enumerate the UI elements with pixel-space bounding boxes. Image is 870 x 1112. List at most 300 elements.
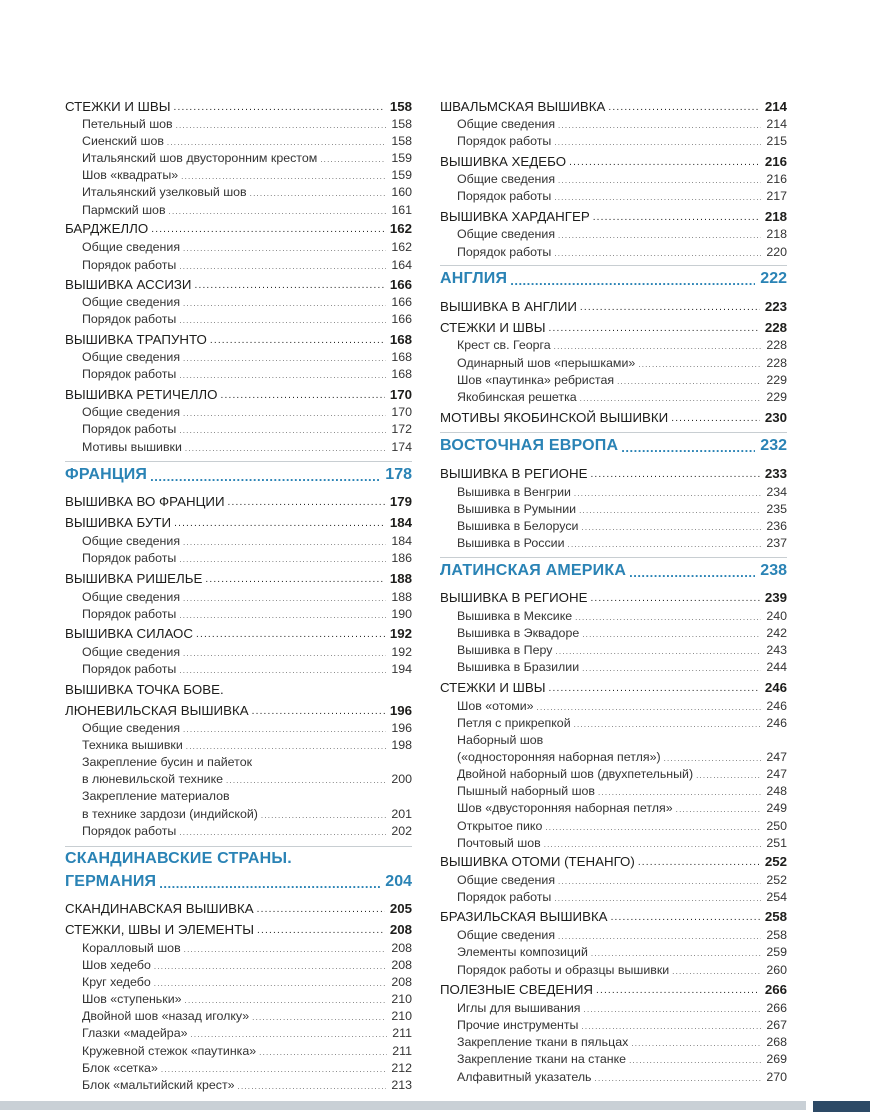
- toc-section: [440, 267, 787, 287]
- toc-entry: [65, 956, 412, 971]
- toc-leader-dots: [190, 1031, 387, 1039]
- toc-title: Двойной наборный шов (двухпетельный): [457, 766, 694, 781]
- toc-title: Порядок работы и образцы вышивки: [457, 962, 670, 977]
- toc-entry: [65, 532, 412, 547]
- toc-page-number: 208: [391, 974, 412, 989]
- toc-heading: [440, 980, 787, 996]
- toc-leader-dots: [154, 963, 386, 971]
- toc-title: Порядок работы: [457, 188, 552, 203]
- toc-leader-dots: [250, 190, 387, 198]
- toc-leader-dots: [537, 704, 762, 712]
- toc-entry: [440, 748, 787, 763]
- toc-title: Алфавитный указатель: [457, 1069, 592, 1084]
- toc-page-number: 168: [391, 366, 412, 381]
- toc-title: Наборный шов: [457, 732, 544, 747]
- toc-title: БРАЗИЛЬСКАЯ ВЫШИВКА: [440, 908, 608, 924]
- toc-leader-dots: [195, 281, 385, 291]
- toc-title: Сиенский шов: [82, 133, 164, 148]
- toc-leader-dots: [179, 372, 386, 380]
- toc-page-number: 218: [766, 226, 787, 241]
- toc-page-number: 249: [766, 800, 787, 815]
- toc-page-number: 170: [389, 386, 412, 402]
- toc-page-number: 201: [391, 806, 412, 821]
- toc-title: Общие сведения: [457, 226, 556, 241]
- toc-page-number: 270: [766, 1069, 787, 1084]
- toc-page-number: 204: [385, 873, 412, 890]
- toc-entry: [65, 588, 412, 603]
- toc-page-number: 166: [391, 294, 412, 309]
- toc-heading: [440, 588, 787, 604]
- toc-leader-dots: [228, 498, 385, 508]
- section-divider: [440, 432, 787, 433]
- toc-page-number: 179: [389, 493, 412, 509]
- toc-title: Вышивка в Румынии: [457, 501, 577, 516]
- toc-entry: [65, 149, 412, 164]
- toc-entry: [440, 1050, 787, 1065]
- toc-leader-dots: [179, 612, 386, 620]
- toc-title: Шов «отоми»: [457, 698, 534, 713]
- toc-page-number: 244: [766, 659, 787, 674]
- toc-page-number: 202: [391, 823, 412, 838]
- toc-leader-dots: [510, 274, 755, 287]
- toc-page-number: 248: [766, 783, 787, 798]
- toc-page-number: 208: [389, 921, 412, 937]
- toc-leader-dots: [676, 806, 762, 814]
- toc-title: ВЫШИВКА РИШЕЛЬЕ: [65, 570, 203, 586]
- toc-entry: [65, 605, 412, 620]
- toc-title: Общие сведения: [457, 927, 556, 942]
- toc-page-number: 234: [766, 484, 787, 499]
- toc-title: Порядок работы: [82, 661, 177, 676]
- toc-title: Вышивка в Белоруси: [457, 518, 579, 533]
- toc-title: Общие сведения: [82, 294, 181, 309]
- toc-leader-dots: [591, 950, 761, 958]
- toc-entry: [440, 943, 787, 958]
- toc-entry: [440, 1033, 787, 1048]
- toc-page-number: 168: [389, 331, 412, 347]
- toc-leader-dots: [167, 139, 386, 147]
- toc-page-number: 260: [766, 962, 787, 977]
- toc-entry: [65, 438, 412, 453]
- toc-heading: [440, 207, 787, 223]
- toc-leader-dots: [590, 470, 759, 480]
- toc-page-number: 237: [766, 535, 787, 550]
- toc-entry: [65, 939, 412, 954]
- toc-leader-dots: [154, 980, 387, 988]
- toc-entry: [65, 166, 412, 181]
- toc-leader-dots: [611, 913, 760, 923]
- toc-heading: [440, 297, 787, 313]
- toc-heading: [65, 275, 412, 291]
- section-divider: [440, 557, 787, 558]
- toc-page-number: 161: [391, 202, 412, 217]
- toc-leader-dots: [185, 445, 386, 453]
- toc-leader-dots: [595, 1075, 762, 1083]
- toc-page-number: 166: [391, 311, 412, 326]
- toc-page-number: 174: [391, 439, 412, 454]
- toc-heading: [65, 97, 412, 113]
- toc-entry: [65, 256, 412, 271]
- toc-leader-dots: [261, 812, 386, 820]
- toc-entry: [440, 799, 787, 814]
- toc-leader-dots: [183, 355, 386, 363]
- toc-section: [65, 463, 412, 483]
- toc-page-number: 166: [389, 276, 412, 292]
- toc-leader-dots: [150, 470, 380, 483]
- toc-title: ВЫШИВКА ТРАПУНТО: [65, 331, 207, 347]
- toc-page-number: 247: [766, 766, 787, 781]
- toc-entry: [440, 782, 787, 797]
- toc-leader-dots: [554, 895, 761, 903]
- toc-page-number: 247: [766, 749, 787, 764]
- toc-heading: [65, 701, 412, 717]
- toc-title: Мотивы вышивки: [82, 439, 182, 454]
- toc-title: Порядок работы: [457, 244, 552, 259]
- toc-title: ВЫШИВКА В АНГЛИИ: [440, 298, 577, 314]
- toc-entry: [440, 999, 787, 1014]
- toc-entry: [440, 170, 787, 185]
- toc-leader-dots: [185, 997, 387, 1005]
- toc-leader-dots: [621, 441, 755, 454]
- toc-page-number: 250: [766, 818, 787, 833]
- toc-entry: [440, 697, 787, 712]
- toc-entry: [440, 500, 787, 515]
- toc-entry: [440, 115, 787, 130]
- toc-page-number: 266: [764, 981, 787, 997]
- toc-title: Общие сведения: [82, 349, 181, 364]
- toc-page-number: 269: [766, 1051, 787, 1066]
- section-divider: [65, 846, 412, 847]
- toc-page-number: 266: [766, 1000, 787, 1015]
- toc-entry: [440, 607, 787, 622]
- toc-entry: [65, 201, 412, 216]
- toc-entry: [65, 365, 412, 380]
- toc-entry: [440, 336, 787, 351]
- toc-entry: [440, 871, 787, 886]
- toc-leader-dots: [579, 507, 761, 515]
- toc-title: Общие сведения: [82, 239, 181, 254]
- toc-entry: [65, 1076, 412, 1091]
- toc-leader-dots: [210, 336, 385, 346]
- toc-title: Общие сведения: [82, 589, 181, 604]
- toc-leader-dots: [320, 156, 386, 164]
- toc-leader-dots: [554, 250, 761, 258]
- toc-entry: [440, 817, 787, 832]
- toc-title: Вышивка в Перу: [457, 642, 553, 657]
- toc-title: ЛЮНЕВИЛЬСКАЯ ВЫШИВКА: [65, 702, 249, 718]
- toc-leader-dots: [629, 566, 755, 579]
- toc-title: Порядок работы: [82, 823, 177, 838]
- toc-title: Шов «двусторонняя наборная петля»: [457, 800, 673, 815]
- toc-entry: [440, 641, 787, 656]
- toc-page-number: 229: [766, 389, 787, 404]
- toc-title: Техника вышивки: [82, 737, 183, 752]
- toc-entry: [440, 765, 787, 780]
- toc-heading: [65, 219, 412, 235]
- toc-page-number: 228: [766, 337, 787, 352]
- toc-page-number: 217: [766, 188, 787, 203]
- toc-leader-dots: [558, 933, 761, 941]
- toc-page-number: 230: [764, 409, 787, 425]
- toc-title: ВОСТОЧНАЯ ЕВРОПА: [440, 437, 619, 454]
- toc-heading: [440, 152, 787, 168]
- toc-page-number: 192: [391, 644, 412, 659]
- toc-title: Якобинская решетка: [457, 389, 577, 404]
- toc-page-number: 232: [760, 437, 787, 454]
- toc-title: Общие сведения: [82, 720, 181, 735]
- toc-leader-dots: [549, 684, 760, 694]
- toc-title: Общие сведения: [457, 116, 556, 131]
- section-divider: [440, 265, 787, 266]
- toc-page-number: 268: [766, 1034, 787, 1049]
- toc-entry: [440, 354, 787, 369]
- toc-title: Иглы для вышивания: [457, 1000, 581, 1015]
- toc-title: СКАНДИНАВСКИЕ СТРАНЫ.: [65, 850, 292, 867]
- toc-title: Порядок работы: [457, 889, 552, 904]
- toc-page-number: 208: [391, 940, 412, 955]
- toc-section: [440, 434, 787, 454]
- toc-entry: [65, 1059, 412, 1074]
- toc-page-number: 211: [392, 1043, 412, 1058]
- toc-leader-dots: [580, 395, 762, 403]
- section-divider: [65, 461, 412, 462]
- toc-page-number: 215: [766, 133, 787, 148]
- toc-title: Круг хедебо: [82, 974, 151, 989]
- toc-title: СТЕЖКИ И ШВЫ: [440, 679, 546, 695]
- toc-title: Порядок работы: [82, 257, 177, 272]
- toc-leader-dots: [574, 490, 761, 498]
- toc-title: ВЫШИВКА СИЛАОС: [65, 625, 193, 641]
- toc-title: ПОЛЕЗНЫЕ СВЕДЕНИЯ: [440, 981, 593, 997]
- toc-page-number: 229: [766, 372, 787, 387]
- toc-page-number: 218: [764, 208, 787, 224]
- toc-leader-dots: [549, 324, 760, 334]
- toc-entry: [65, 787, 412, 802]
- toc-leader-dots: [183, 410, 386, 418]
- toc-entry: [65, 293, 412, 308]
- toc-title: Порядок работы: [82, 550, 177, 565]
- toc-entry: [440, 834, 787, 849]
- toc-leader-dots: [252, 1014, 386, 1022]
- toc-title: Порядок работы: [82, 311, 177, 326]
- toc-page-number: 251: [766, 835, 787, 850]
- toc-title: Порядок работы: [82, 606, 177, 621]
- toc-entry: [65, 805, 412, 820]
- toc-leader-dots: [555, 648, 761, 656]
- toc-page-number: 214: [764, 98, 787, 114]
- toc-page-number: 246: [764, 679, 787, 695]
- toc-page-number: 205: [389, 900, 412, 916]
- toc-page-number: 238: [760, 562, 787, 579]
- toc-entry: [440, 132, 787, 147]
- toc-page-number: 222: [760, 270, 787, 287]
- toc-section: [65, 847, 412, 867]
- toc-leader-dots: [544, 841, 762, 849]
- toc-heading: [440, 464, 787, 480]
- toc-title: Порядок работы: [82, 421, 177, 436]
- toc-leader-dots: [581, 1023, 761, 1031]
- toc-title: ЛАТИНСКАЯ АМЕРИКА: [440, 562, 627, 579]
- toc-leader-dots: [176, 122, 387, 130]
- toc-leader-dots: [617, 378, 761, 386]
- toc-leader-dots: [608, 103, 759, 113]
- toc-leader-dots: [568, 541, 762, 549]
- footer-bar: [0, 1101, 806, 1110]
- toc-leader-dots: [590, 594, 759, 604]
- toc-page-number: 259: [766, 944, 787, 959]
- toc-leader-dots: [179, 667, 386, 675]
- toc-leader-dots: [581, 524, 761, 532]
- toc-leader-dots: [558, 232, 761, 240]
- toc-heading: [440, 318, 787, 334]
- toc-title: СТЕЖКИ И ШВЫ: [440, 319, 546, 335]
- toc-entry: [440, 1068, 787, 1083]
- toc-entry: [65, 643, 412, 658]
- toc-page-number: 243: [766, 642, 787, 657]
- toc-heading: [440, 907, 787, 923]
- toc-entry: [440, 714, 787, 729]
- toc-title: Вышивка в Мексике: [457, 608, 573, 623]
- toc-title: Вышивка в Эквадоре: [457, 625, 580, 640]
- toc-page-number: 172: [391, 421, 412, 436]
- toc-title: Закрепление бусин и пайеток: [82, 754, 253, 769]
- toc-leader-dots: [554, 139, 761, 147]
- toc-leader-dots: [179, 317, 386, 325]
- toc-entry: [65, 1007, 412, 1022]
- toc-title: («односторонняя наборная петля»): [457, 749, 661, 764]
- toc-title: Кружевной стежок «паутинка»: [82, 1043, 257, 1058]
- toc-title: Закрепление ткани в пяльцах: [457, 1034, 629, 1049]
- toc-entry: [65, 348, 412, 363]
- toc-title: Коралловый шов: [82, 940, 181, 955]
- toc-heading: [65, 899, 412, 915]
- toc-leader-dots: [159, 877, 380, 890]
- toc-page-number: 168: [391, 349, 412, 364]
- toc-leader-dots: [184, 946, 387, 954]
- toc-heading: [65, 920, 412, 936]
- toc-title: ВЫШИВКА РЕТИЧЕЛЛО: [65, 386, 218, 402]
- toc-title: СКАНДИНАВСКАЯ ВЫШИВКА: [65, 900, 254, 916]
- toc-leader-dots: [179, 556, 386, 564]
- toc-entry: [65, 310, 412, 325]
- toc-page-number: 162: [389, 220, 412, 236]
- toc-entry: [440, 658, 787, 673]
- toc-entry: [65, 770, 412, 785]
- toc-page-number: 246: [766, 715, 787, 730]
- toc-leader-dots: [558, 878, 761, 886]
- toc-title: ВЫШИВКА ТОЧКА БОВЕ.: [65, 681, 224, 697]
- toc-page-number: 208: [391, 957, 412, 972]
- toc-entry: [440, 926, 787, 941]
- toc-page-number: 198: [391, 737, 412, 752]
- toc-title: ВЫШИВКА БУТИ: [65, 514, 172, 530]
- toc-leader-dots: [558, 122, 761, 130]
- toc-title: СТЕЖКИ И ШВЫ: [65, 98, 171, 114]
- toc-title: Петельный шов: [82, 116, 173, 131]
- toc-heading: [65, 569, 412, 585]
- toc-leader-dots: [221, 391, 385, 401]
- toc-leader-dots: [179, 427, 386, 435]
- toc-page-number: 210: [391, 1008, 412, 1023]
- toc-page-number: 252: [764, 853, 787, 869]
- toc-leader-dots: [569, 158, 760, 168]
- toc-title: в люневильской технике: [82, 771, 224, 786]
- toc-page-number: 228: [764, 319, 787, 335]
- toc-title: Почтовый шов: [457, 835, 541, 850]
- toc-entry: [65, 115, 412, 130]
- toc-entry: [440, 961, 787, 976]
- toc-page-number: 246: [766, 698, 787, 713]
- toc-title: Пышный наборный шов: [457, 783, 596, 798]
- toc-title: Блок «мальтийский крест»: [82, 1077, 235, 1092]
- toc-leader-dots: [151, 225, 385, 235]
- toc-entry: [65, 132, 412, 147]
- toc-leader-dots: [183, 539, 386, 547]
- toc-leader-dots: [238, 1083, 387, 1091]
- toc-title: Общие сведения: [82, 644, 181, 659]
- toc-leader-dots: [183, 245, 386, 253]
- toc-leader-dots: [179, 263, 386, 271]
- toc-page-number: 240: [766, 608, 787, 623]
- toc-leader-dots: [598, 789, 761, 797]
- toc-page-number: 211: [392, 1025, 412, 1040]
- toc-page-number: 159: [391, 167, 412, 182]
- toc-page-number: 160: [391, 184, 412, 199]
- toc-entry: [65, 1042, 412, 1057]
- toc-page-number: 236: [766, 518, 787, 533]
- toc-title: СТЕЖКИ, ШВЫ И ЭЛЕМЕНТЫ: [65, 921, 255, 937]
- toc-heading: [440, 852, 787, 868]
- toc-leader-dots: [631, 1040, 761, 1048]
- toc-title: Вышивка в России: [457, 535, 565, 550]
- toc-entry: [65, 736, 412, 751]
- toc-title: Итальянский узелковый шов: [82, 184, 247, 199]
- toc-leader-dots: [257, 905, 385, 915]
- toc-heading: [65, 330, 412, 346]
- toc-leader-dots: [183, 650, 386, 658]
- toc-page-number: 267: [766, 1017, 787, 1032]
- toc-page-number: 252: [766, 872, 787, 887]
- toc-title: Пармский шов: [82, 202, 166, 217]
- toc-entry: [440, 187, 787, 202]
- toc-entry: [65, 822, 412, 837]
- toc-leader-dots: [558, 177, 761, 185]
- toc-leader-dots: [638, 361, 761, 369]
- toc-title: Шов «квадраты»: [82, 167, 179, 182]
- toc-heading: [65, 492, 412, 508]
- toc-page-number: 242: [766, 625, 787, 640]
- toc-title: Глазки «мадейра»: [82, 1025, 188, 1040]
- toc-title: Одинарный шов «перышками»: [457, 355, 636, 370]
- toc-heading: [65, 624, 412, 640]
- toc-page-number: 258: [764, 908, 787, 924]
- toc-leader-dots: [671, 414, 760, 424]
- toc-leader-dots: [259, 1049, 387, 1057]
- toc-title: Общие сведения: [82, 533, 181, 548]
- toc-page-number: 216: [764, 153, 787, 169]
- toc-leader-dots: [174, 103, 385, 113]
- toc-entry: [65, 753, 412, 768]
- toc-entry: [65, 660, 412, 675]
- toc-page-number: 158: [391, 116, 412, 131]
- toc-heading: [65, 680, 412, 696]
- toc-entry: [440, 731, 787, 746]
- toc-page-number: 178: [385, 466, 412, 483]
- toc-leader-dots: [554, 194, 761, 202]
- toc-leader-dots: [179, 829, 386, 837]
- toc-title: МОТИВЫ ЯКОБИНСКОЙ ВЫШИВКИ: [440, 409, 669, 425]
- toc-entry: [440, 483, 787, 498]
